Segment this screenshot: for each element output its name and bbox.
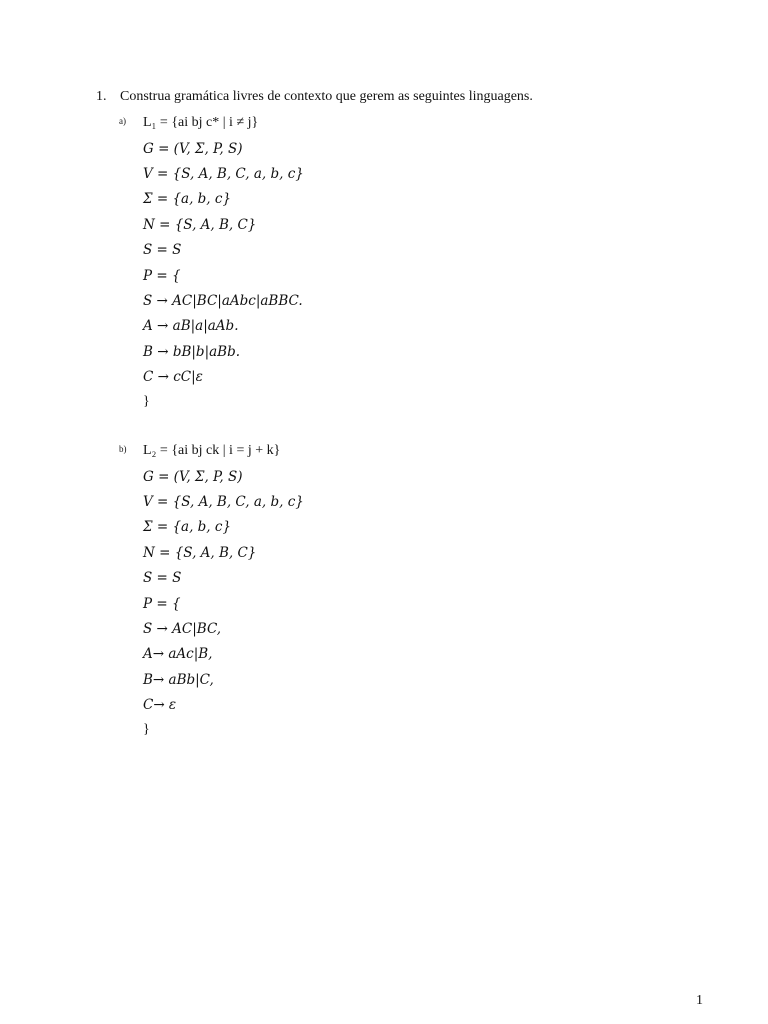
part-b-variables: V = {S, A, B, C, a, b, c} (143, 494, 304, 510)
question-text: Construa gramática livres de contexto que gerem as seguintes linguagens. (120, 89, 533, 104)
part-a-language: L₁ = {ai bj c* | i ≠ j} (143, 115, 259, 130)
question-number: 1. (96, 89, 107, 104)
part-a-production-s: S → AC|BC|aAbc|aBBC. (143, 293, 303, 309)
part-a-marker: a) (119, 116, 126, 126)
part-a-productions-open: P = { (143, 268, 181, 284)
part-a-start-symbol: S = S (143, 242, 182, 258)
part-b-production-a: A→ aAc|B, (143, 646, 213, 662)
part-b-production-b: B→ aBb|C, (143, 672, 214, 688)
part-b-start-symbol: S = S (143, 570, 182, 586)
part-b-productions-open: P = { (143, 596, 181, 612)
part-a-production-c: C → cC|ε (143, 369, 203, 385)
question-1 (96, 88, 533, 106)
part-a-alphabet: Σ = {a, b, c} (143, 191, 232, 207)
part-a-variables: V = {S, A, B, C, a, b, c} (143, 166, 304, 182)
part-b-productions-close: } (143, 722, 150, 737)
part-b-marker: b) (119, 444, 127, 454)
part-b-alphabet: Σ = {a, b, c} (143, 519, 232, 535)
part-b-production-s: S → AC|BC, (143, 621, 222, 637)
part-b-grammar-tuple: G = (V, Σ, P, S) (143, 469, 243, 485)
part-a-production-a: A → aB|a|aAb. (143, 318, 239, 334)
part-b-nonterminals: N = {S, A, B, C} (143, 545, 257, 561)
part-a-nonterminals: N = {S, A, B, C} (143, 217, 257, 233)
part-b-production-c: C→ ε (143, 697, 177, 713)
part-b-language: L₂ = {ai bj ck | i = j + k} (143, 443, 281, 458)
part-a-productions-close: } (143, 394, 150, 409)
part-a-production-b: B → bB|b|aBb. (143, 344, 241, 360)
part-a-grammar-tuple: G = (V, Σ, P, S) (143, 141, 243, 157)
page-number: 1 (696, 993, 703, 1008)
